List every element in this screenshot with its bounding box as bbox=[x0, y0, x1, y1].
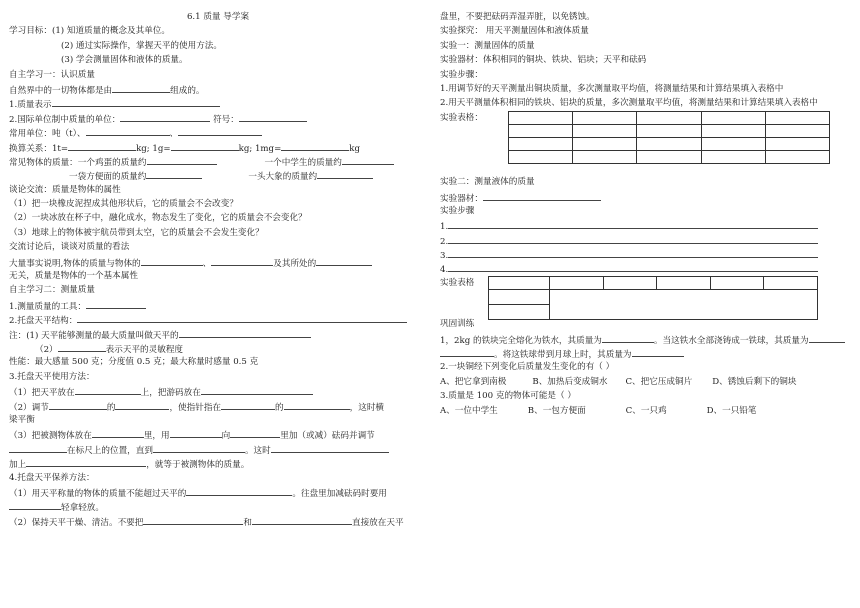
table-cell[interactable] bbox=[765, 137, 829, 150]
talk-conclusion: 无关，质量是物体的一个基本属性 bbox=[9, 271, 138, 282]
question-line: 换算关系：1t= kg; 1g= kg; 1mg= kg bbox=[9, 140, 427, 154]
question-3-options bbox=[440, 404, 852, 418]
experiment-heading: 实验探究： 用天平测量固体和液体质量 bbox=[440, 26, 589, 37]
table-cell[interactable] bbox=[637, 137, 701, 150]
question-line: 1.测量质量的工具： bbox=[9, 298, 427, 312]
goal-3: (3) 学会测量固体和液体的质量。 bbox=[61, 55, 188, 66]
experiment-2-title: 实验二：测量液体的质量 bbox=[440, 177, 535, 188]
question-line: 常用单位：吨（t）、 、 bbox=[9, 125, 427, 139]
blank[interactable] bbox=[316, 255, 372, 266]
table-cell[interactable] bbox=[573, 111, 637, 124]
blank[interactable] bbox=[58, 341, 106, 352]
experiment-1-title: 实验一：测量固体的质量 bbox=[440, 40, 535, 51]
blank[interactable] bbox=[153, 442, 245, 453]
continuation: 梁平衡 bbox=[9, 414, 35, 425]
question-line: 实验器材： bbox=[440, 190, 852, 204]
table-cell[interactable] bbox=[657, 276, 711, 289]
blank[interactable] bbox=[77, 312, 407, 323]
goal-2: (2) 通过实际操作，掌握天平的使用方法。 bbox=[61, 40, 222, 51]
blank[interactable] bbox=[271, 442, 389, 453]
experiment-1-materials: 实验器材：体积相同的铜块、铁块、铝块；天平和砝码 bbox=[440, 55, 647, 66]
question-line: 大量事实说明,物体的质量与物体的 、 及其所处的 bbox=[9, 255, 427, 269]
talk-prompt: 交流讨论后，谈谈对质量的看法 bbox=[9, 242, 130, 253]
table-cell[interactable] bbox=[701, 124, 765, 137]
blank[interactable] bbox=[9, 442, 67, 453]
question-line: 注：(1) 天平能够测量的最大质量叫做天平的 bbox=[9, 327, 427, 341]
consolidation-heading: 巩固训练 bbox=[440, 319, 475, 330]
blank[interactable] bbox=[281, 140, 349, 151]
table-cell[interactable] bbox=[509, 111, 573, 124]
question-line: 加上 ，就等于被测物体的质量。 bbox=[9, 456, 427, 470]
balance-spec: 性能：最大感量 500 克；分度值 0.5 克；最大称量时感量 0.5 克 bbox=[9, 357, 259, 368]
table-cell[interactable] bbox=[573, 124, 637, 137]
blank[interactable] bbox=[171, 140, 239, 151]
option[interactable]: A、一位中学生 bbox=[440, 405, 498, 416]
question-line: （2）调节 的 ，使指针指在 的 ，这时横 bbox=[9, 399, 427, 413]
question-line: 在标尺上的位置，直到 。这时 bbox=[9, 442, 427, 456]
blank[interactable] bbox=[141, 255, 203, 266]
question-line: 自然界中的一切物体都是由 组成的。 bbox=[9, 82, 427, 96]
question-line: 1.质量表示 bbox=[9, 96, 427, 110]
blank[interactable] bbox=[86, 298, 146, 309]
blank[interactable] bbox=[178, 125, 262, 136]
blank[interactable] bbox=[230, 427, 280, 438]
blank[interactable] bbox=[448, 218, 818, 229]
blank[interactable] bbox=[448, 233, 818, 244]
experiment-1-steps: 实验步骤： bbox=[440, 69, 483, 80]
step-1: 1.用调节好的天平测量出铜块质量，多次测量取平均值，将测量结果和计算结果填入表格中 bbox=[440, 83, 784, 94]
experiment-2-table bbox=[488, 276, 818, 320]
table-cell[interactable] bbox=[573, 150, 637, 163]
blank[interactable] bbox=[49, 399, 107, 410]
table-cell[interactable] bbox=[509, 150, 573, 163]
step-2: 2.用天平测量体积相同的铁块、铝块的质量，多次测量取平均值，将测量结果和计算结果填入表格中 bbox=[440, 98, 818, 109]
step-line: 4. bbox=[440, 261, 852, 275]
blank[interactable] bbox=[75, 384, 141, 395]
blank[interactable] bbox=[284, 399, 350, 410]
blank[interactable] bbox=[239, 111, 307, 122]
blank[interactable] bbox=[115, 399, 169, 410]
table-cell[interactable] bbox=[550, 276, 604, 289]
option[interactable]: D、一只铅笔 bbox=[706, 405, 757, 416]
blank[interactable] bbox=[221, 399, 275, 410]
blank[interactable] bbox=[632, 346, 684, 357]
question-line: （1）把天平放在 上，把游码放在 bbox=[9, 384, 427, 398]
option[interactable]: D、锈蚀后剩下的铜块 bbox=[712, 376, 797, 387]
blank[interactable] bbox=[9, 499, 61, 510]
goal-1: 学习目标：(1) 知道质量的概念及其单位。 bbox=[9, 26, 170, 37]
blank[interactable] bbox=[448, 261, 818, 272]
blank[interactable] bbox=[317, 168, 373, 179]
question-line: 2.托盘天平结构： bbox=[9, 312, 427, 326]
table-cell[interactable] bbox=[637, 111, 701, 124]
talk-q1: （1）把一块橡皮泥捏成其他形状后，它的质量会不会改变？ bbox=[9, 199, 238, 210]
question-3: 3.质量是 100 克的物体可能是（ ） bbox=[440, 391, 576, 402]
blank[interactable] bbox=[146, 168, 202, 179]
option[interactable]: A、把它拿到南极 bbox=[440, 376, 507, 387]
table-cell[interactable] bbox=[765, 111, 829, 124]
question-line: 轻拿轻放。 bbox=[9, 499, 427, 513]
section-heading-1: 自主学习一：认识质量 bbox=[9, 69, 95, 80]
care-heading: 4.托盘天平保养方法： bbox=[9, 472, 95, 483]
blank[interactable] bbox=[120, 111, 210, 122]
usage-heading: 3.托盘天平使用方法： bbox=[9, 371, 95, 382]
blank[interactable] bbox=[112, 82, 170, 93]
blank[interactable] bbox=[179, 327, 311, 338]
table-cell[interactable] bbox=[701, 137, 765, 150]
section-heading-talk: 谈论交流：质量是物体的属性 bbox=[9, 184, 121, 195]
option[interactable]: C、一只鸡 bbox=[625, 405, 667, 416]
blank[interactable] bbox=[26, 456, 146, 467]
option[interactable]: C、把它压成铜片 bbox=[625, 376, 693, 387]
blank[interactable] bbox=[92, 427, 144, 438]
blank[interactable] bbox=[809, 332, 845, 343]
page-title: 6.1 质量 导学案 bbox=[186, 12, 250, 22]
table-label-1: 实验表格： bbox=[440, 111, 852, 125]
blank[interactable] bbox=[602, 332, 654, 343]
right-column bbox=[440, 10, 852, 418]
blank[interactable] bbox=[86, 125, 170, 136]
blank[interactable] bbox=[448, 247, 818, 258]
blank[interactable] bbox=[147, 154, 217, 165]
table-cell[interactable] bbox=[509, 137, 573, 150]
continuation: 盘里，不要把砝码弄湿弄脏，以免锈蚀。 bbox=[440, 12, 595, 22]
blank[interactable] bbox=[52, 96, 220, 107]
question-2-options bbox=[440, 375, 852, 389]
blank[interactable] bbox=[68, 140, 136, 151]
blank[interactable] bbox=[211, 255, 273, 266]
question-line: （3）把被测物体放在 里，用 向 里加（或减）砝码并调节 bbox=[9, 427, 427, 441]
left-column bbox=[9, 10, 427, 528]
table-cell[interactable] bbox=[701, 111, 765, 124]
option[interactable]: B、一包方便面 bbox=[527, 405, 586, 416]
table-cell[interactable] bbox=[489, 276, 550, 289]
blank[interactable] bbox=[440, 346, 494, 357]
question-line: （1）用天平称量的物体的质量不能超过天平的 。往盘里加减砝码时要用 bbox=[9, 485, 427, 499]
question-line: 一袋方便面的质量约 一头大象的质量约 bbox=[9, 168, 427, 182]
blank[interactable] bbox=[201, 384, 313, 395]
table-cell[interactable] bbox=[489, 289, 550, 304]
question-line: （2）保持天平干燥、清洁。不要把 和 直接放在天平 bbox=[9, 514, 427, 528]
step-line: 3. bbox=[440, 247, 852, 261]
blank[interactable] bbox=[143, 514, 243, 525]
table-cell[interactable] bbox=[637, 124, 701, 137]
table-cell[interactable] bbox=[509, 124, 573, 137]
experiment-2-steps: 实验步骤 bbox=[440, 205, 475, 216]
step-line: 2. bbox=[440, 233, 852, 247]
blank[interactable] bbox=[186, 485, 292, 496]
table-cell[interactable] bbox=[701, 150, 765, 163]
blank[interactable] bbox=[342, 154, 394, 165]
question-1-cont: 。将这铁球带到月球上时，其质量为 bbox=[440, 346, 852, 360]
step-line: 1. bbox=[440, 218, 852, 232]
blank[interactable] bbox=[170, 427, 222, 438]
table-cell[interactable] bbox=[637, 150, 701, 163]
table-label-2: 实验表格 bbox=[440, 276, 852, 290]
table-cell[interactable] bbox=[765, 124, 829, 137]
blank[interactable] bbox=[252, 514, 352, 525]
table-cell[interactable] bbox=[573, 137, 637, 150]
experiment-1-table bbox=[508, 111, 830, 164]
question-line: 2.国际单位制中质量的单位： 符号： bbox=[9, 111, 427, 125]
table-cell[interactable] bbox=[603, 276, 657, 289]
question-2: 2.一块铜经下列变化后质量发生变化的有（ ） bbox=[440, 362, 615, 373]
table-cell[interactable] bbox=[764, 276, 818, 289]
question-1: 1，2kg 的铁块完全熔化为铁水，其质量为 。当这铁水全部浇铸成一铁球，其质量为 bbox=[440, 332, 852, 346]
talk-q3: （3）地球上的物体被宇航员带到太空，它的质量会不会发生变化？ bbox=[9, 227, 264, 238]
table-cell[interactable] bbox=[710, 276, 764, 289]
table-cell[interactable] bbox=[550, 289, 818, 319]
table-cell[interactable] bbox=[765, 150, 829, 163]
blank[interactable] bbox=[483, 190, 601, 201]
talk-q2: （2）一块冰放在杯子中，融化成水，物态发生了变化，它的质量会不会变化？ bbox=[9, 213, 307, 224]
section-heading-2: 自主学习二：测量质量 bbox=[9, 285, 95, 296]
option[interactable]: B、加热后变成铜水 bbox=[532, 376, 608, 387]
question-line: 常见物体的质量：一个鸡蛋的质量约 一个中学生的质量约 bbox=[9, 154, 427, 168]
question-line: （2） 表示天平的灵敏程度 bbox=[9, 341, 427, 355]
